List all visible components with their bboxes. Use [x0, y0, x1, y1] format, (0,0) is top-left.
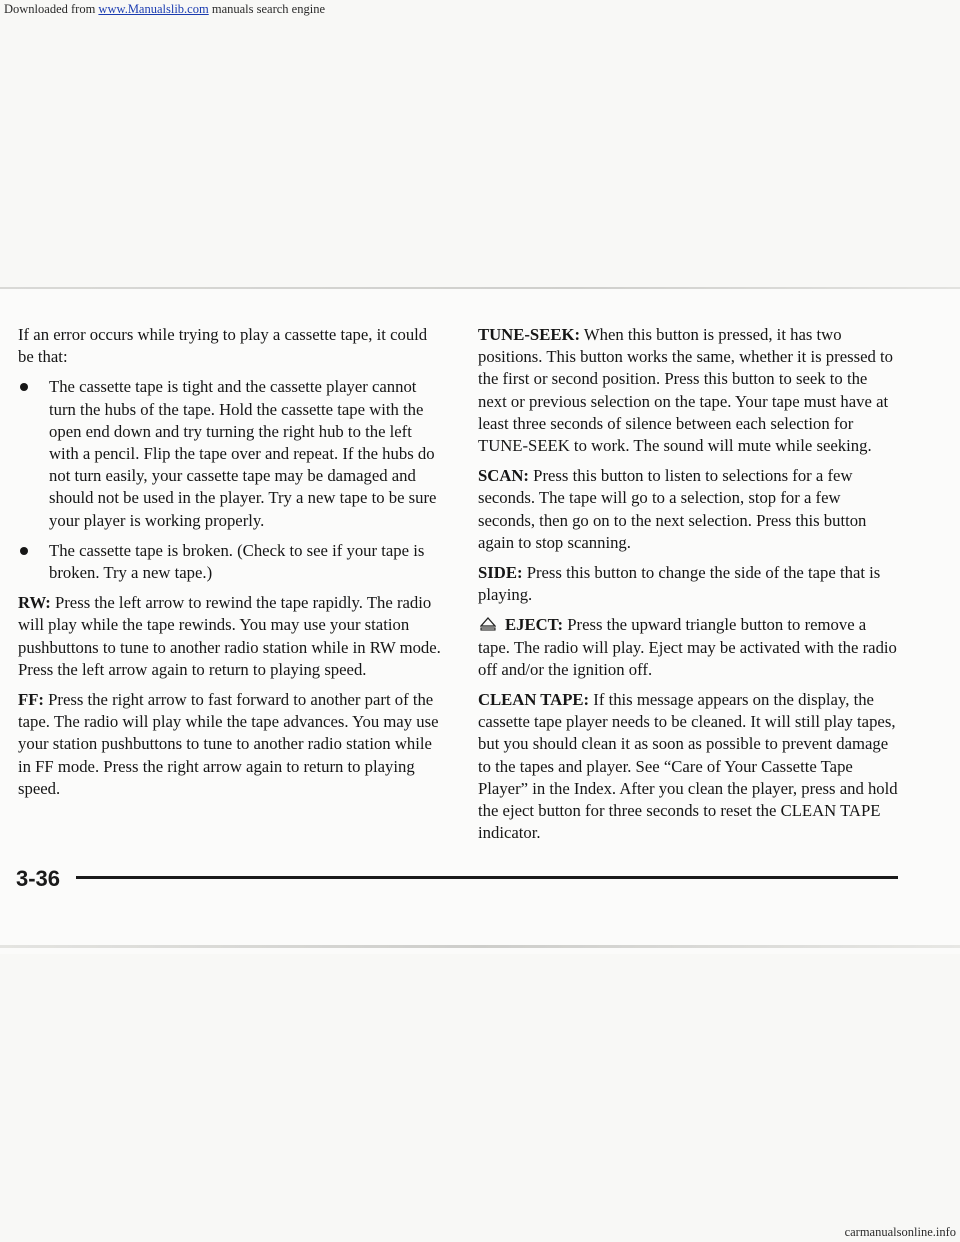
right-column [478, 324, 898, 852]
ff-paragraph [18, 689, 444, 800]
tune-seek-text: When this button is pressed, it has two positions. This button works the same, whether it is pressed to the first or second position. Press this button to seek to the next or previous selection on the tape. Your tape must have at least three seconds of silence between each selection for TUNE-SEEK to work. The sound will mute while seeking. [478, 325, 893, 456]
ff-text: Press the right arrow to fast forward to another part of the tape. The radio will play while the tape advances. You may use your station pushbuttons to tune to another radio station while in FF mode. Press the right arrow again to return to playing speed. [18, 690, 439, 798]
side-text: Press this button to change the side of the tape that is playing. [478, 563, 881, 605]
scan-text: Press this button to listen to selections for a few seconds. The tape will go to a selection, stop for a few seconds, then go on to the next selection. Press this button again to stop scanning. [478, 466, 867, 552]
eject-icon [480, 617, 496, 631]
eject-text: Press the upward triangle button to remove a tape. The radio will play. Eject may be activated with the radio off and/or the ignition off. [478, 615, 897, 679]
rw-text: Press the left arrow to rewind the tape rapidly. The radio will play while the tape rewinds. You may use your station pushbuttons to tune to another radio station while in RW mode. Press the left arrow again to return to playing speed. [18, 593, 441, 679]
list-item [18, 540, 444, 584]
watermark-prefix: Downloaded from [4, 2, 99, 16]
manualslib-link[interactable]: www.Manualslib.com [98, 2, 209, 16]
intro-paragraph: If an error occurs while trying to play a cassette tape, it could be that: [18, 325, 428, 367]
ff-term: FF: [18, 690, 44, 710]
list-item-text: The cassette tape is broken. (Check to see if your tape is broken. Try a new tape.) [49, 540, 425, 583]
left-column [18, 324, 444, 808]
bullet-icon [20, 547, 28, 555]
side-paragraph [478, 562, 898, 606]
page-bottom-edge [0, 945, 960, 948]
clean-tape-text: If this message appears on the display, the cassette tape player needs to be cleaned. It will still play tapes, but you should clean it as soon as possible to prevent damage to the tapes and player. See “Care of Your Cassette Tape Player” in the Index. After you clean the player, press and hold the eject button for three seconds to reset the CLEAN TAPE indicator. [478, 690, 898, 843]
clean-tape-paragraph [478, 689, 898, 844]
scan-term: SCAN: [478, 466, 529, 486]
site-watermark: carmanualsonline.info [844, 1225, 956, 1239]
list-item [18, 376, 444, 531]
bullet-icon [20, 383, 28, 391]
footer-rule [76, 876, 898, 879]
download-watermark [4, 2, 325, 17]
watermark-suffix: manuals search engine [208, 2, 325, 16]
page-number: 3-36 [16, 866, 61, 891]
rw-term: RW: [18, 593, 51, 613]
page-top-edge [0, 287, 960, 289]
list-item-text: The cassette tape is tight and the cassette player cannot turn the hubs of the tape. Hold the cassette tape with the open end down and try turning the right hub to the left with a pencil. Flip the tape over and repeat. If the hubs do not turn easily, your cassette tape may be damaged and should not be used in the player. Try a new tape to be sure your player is working properly. [49, 377, 437, 530]
side-term: SIDE: [478, 563, 523, 583]
tune-seek-term: TUNE-SEEK: [478, 325, 580, 344]
clean-tape-term: CLEAN TAPE: [478, 690, 590, 710]
eject-paragraph [478, 614, 898, 681]
tune-seek-paragraph [478, 324, 898, 457]
error-causes-list [18, 376, 444, 584]
eject-term: EJECT: [505, 615, 564, 635]
rw-paragraph [18, 592, 444, 681]
scan-paragraph [478, 465, 898, 554]
